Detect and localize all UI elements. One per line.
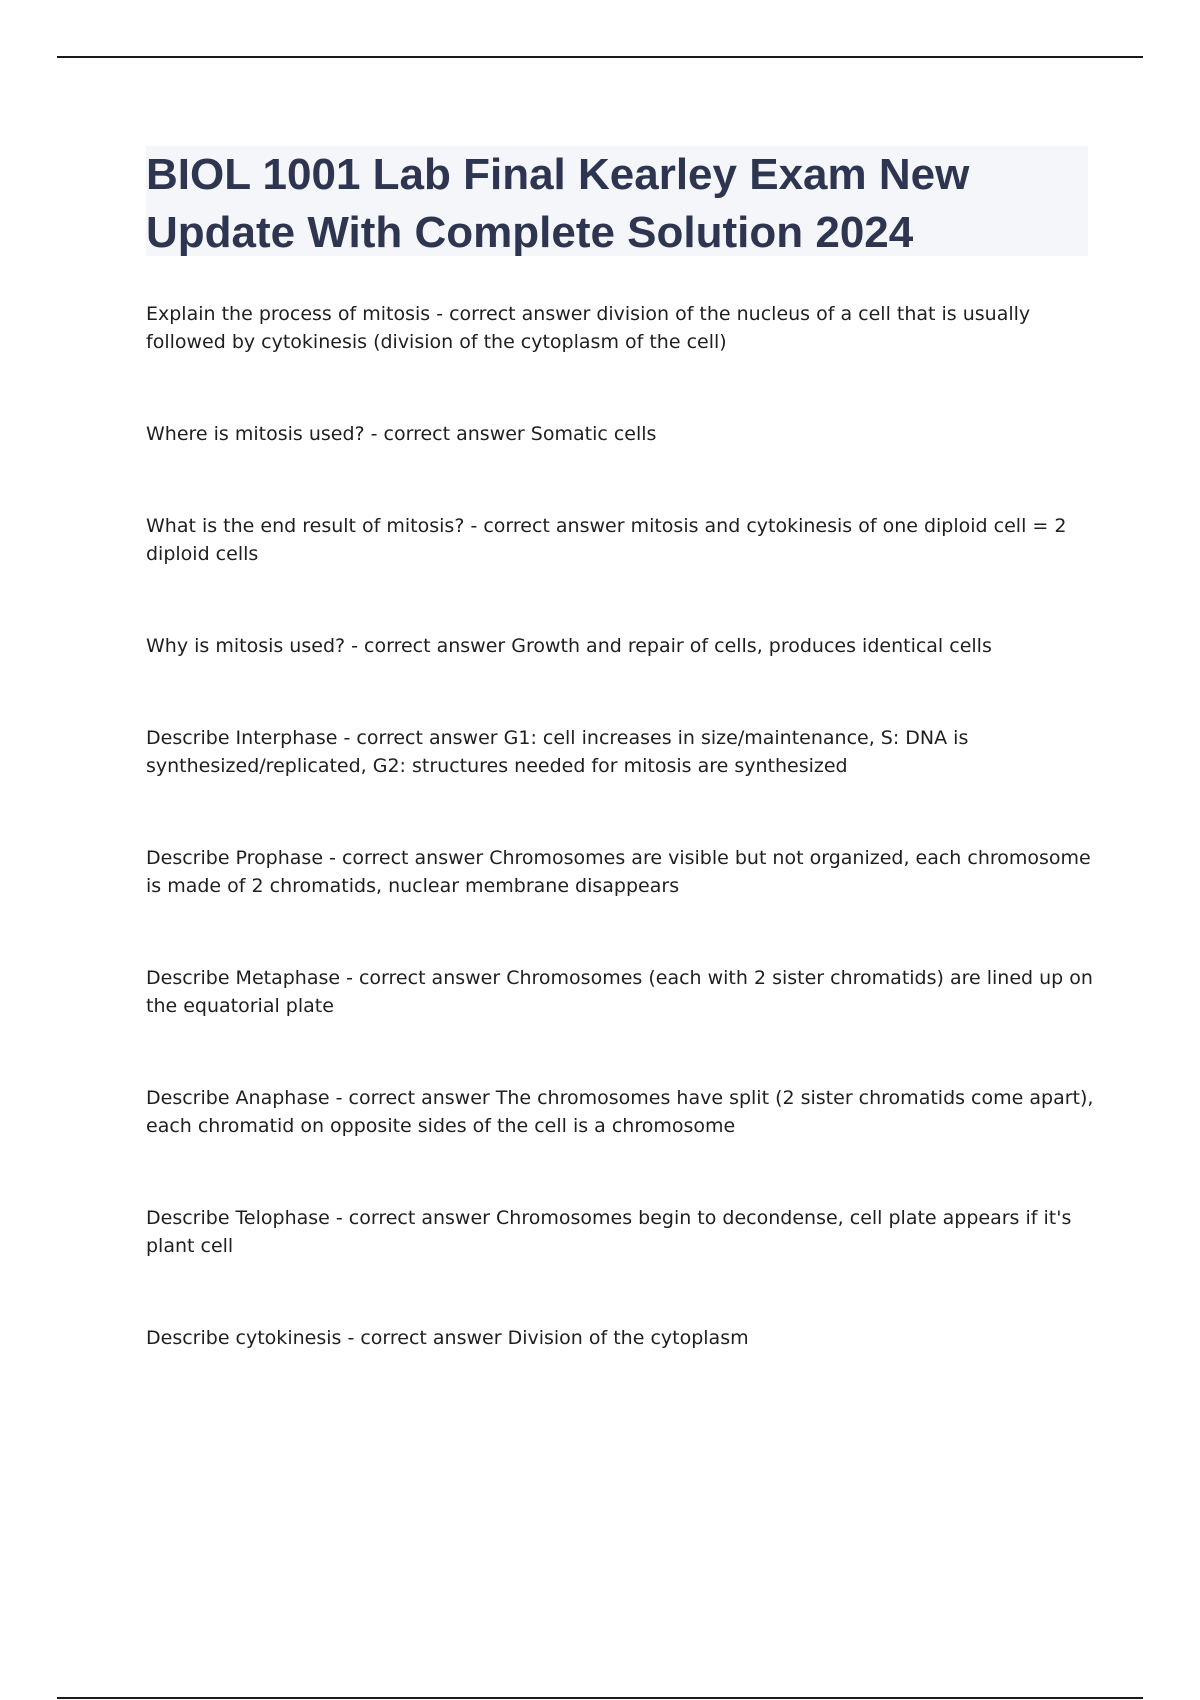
title-block: [146, 146, 1088, 256]
qa-item-anaphase: Describe Anaphase - correct answer The chromosomes have split (2 sister chromatids come apart), each chromatid on opposite sides of the cell is a chromosome: [146, 1087, 1094, 1137]
top-divider: [57, 56, 1143, 58]
qa-item-mitosis-result: What is the end result of mitosis? - correct answer mitosis and cytokinesis of one diploid cell = 2 diploid cells: [146, 515, 1067, 565]
qa-item-telophase: Describe Telophase - correct answer Chromosomes begin to decondense, cell plate appears if it's plant cell: [146, 1207, 1072, 1257]
qa-item-interphase: Describe Interphase - correct answer G1: cell increases in size/maintenance, S: DNA is synthesized/replicated, G2: structures needed for mitosis are synthesized: [146, 727, 969, 777]
bottom-divider: [57, 1697, 1143, 1699]
qa-item-mitosis-where: Where is mitosis used? - correct answer Somatic cells: [146, 423, 657, 445]
qa-item-mitosis-process: Explain the process of mitosis - correct answer division of the nucleus of a cell that is usually followed by cytokinesis (division of the cytoplasm of the cell): [146, 303, 1031, 353]
qa-item-cytokinesis: Describe cytokinesis - correct answer Division of the cytoplasm: [146, 1327, 749, 1349]
qa-item-mitosis-why: Why is mitosis used? - correct answer Growth and repair of cells, produces identical cells: [146, 635, 992, 657]
qa-list: [146, 300, 1096, 1352]
page-title: BIOL 1001 Lab Final Kearley Exam New Update With Complete Solution 2024: [146, 150, 970, 257]
qa-item-metaphase: Describe Metaphase - correct answer Chromosomes (each with 2 sister chromatids) are lined up on the equatorial plate: [146, 967, 1093, 1017]
qa-item-prophase: Describe Prophase - correct answer Chromosomes are visible but not organized, each chromosome is made of 2 chromatids, nuclear membrane disappears: [146, 847, 1091, 897]
